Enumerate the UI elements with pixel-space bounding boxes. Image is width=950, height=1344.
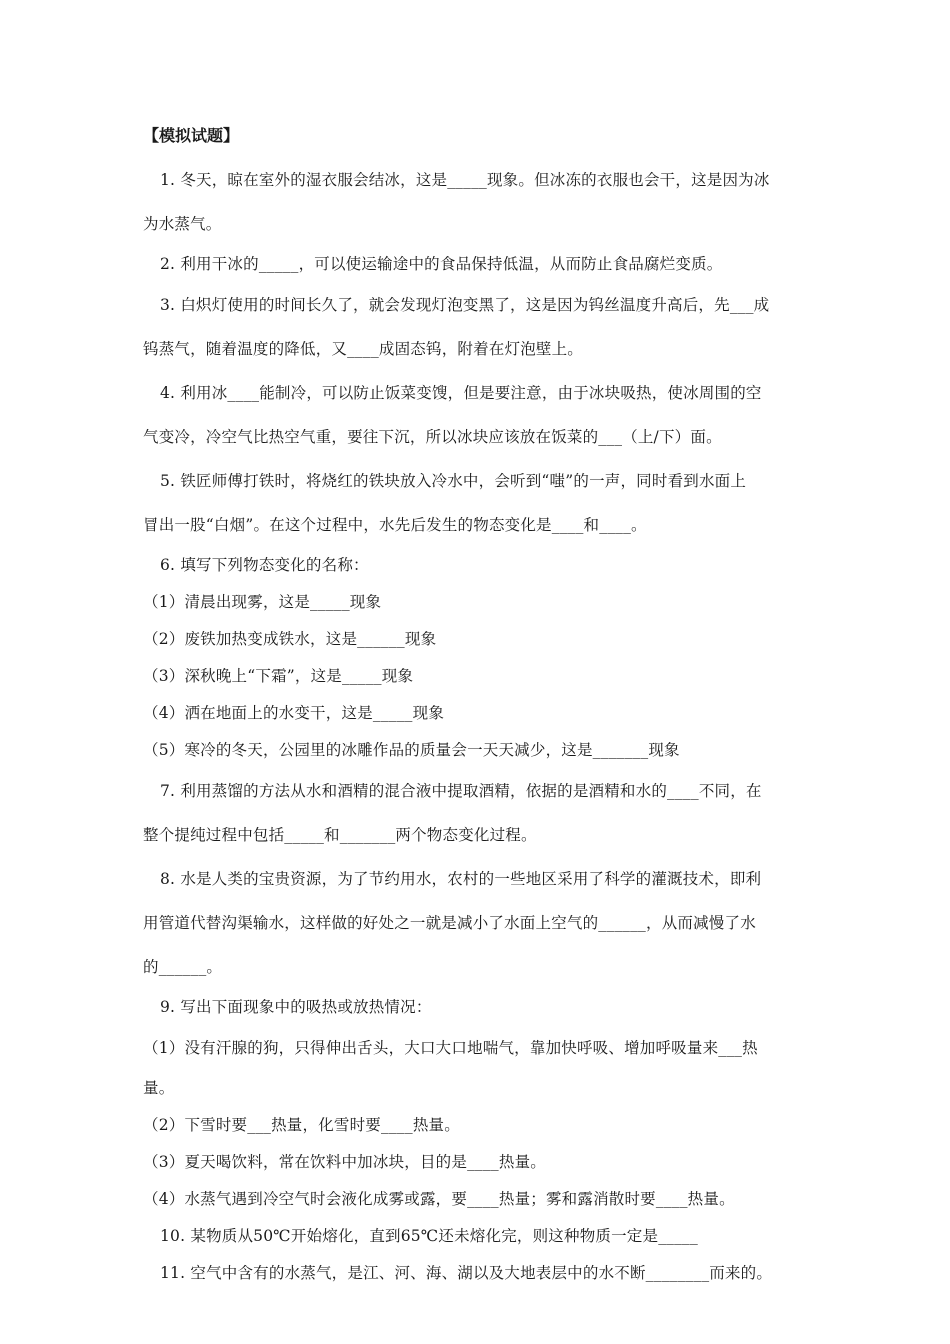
question-4-line-2: 气变冷，冷空气比热空气重，要往下沉，所以冰块应该放在饭菜的___（上/下）面。 bbox=[143, 428, 722, 446]
question-9-item bbox=[143, 1181, 809, 1218]
question-9-item-2: （2）下雪时要___热量，化雪时要____热量。 bbox=[143, 1116, 460, 1134]
question-8 bbox=[143, 857, 809, 901]
question-10-text: 10. 某物质从50℃开始熔化，直到65℃还未熔化完，则这种物质一定是_____ bbox=[160, 1227, 698, 1245]
question-6-item bbox=[143, 732, 809, 769]
question-8-continued bbox=[143, 945, 809, 989]
question-4-continued bbox=[143, 415, 809, 459]
question-6-item-1: （1）清晨出现雾，这是_____现象 bbox=[143, 593, 382, 611]
question-7-line-2: 整个提纯过程中包括_____和_______两个物态变化过程。 bbox=[143, 826, 537, 844]
question-9-item bbox=[143, 1144, 809, 1181]
question-6-item bbox=[143, 584, 809, 621]
question-7-continued bbox=[143, 813, 809, 857]
question-6-item-3: （3）深秋晚上“下霜”，这是_____现象 bbox=[143, 667, 414, 685]
question-6-item bbox=[143, 695, 809, 732]
question-5-line-2: 冒出一股“白烟”。在这个过程中，水先后发生的物态变化是____和____。 bbox=[143, 516, 647, 534]
question-6-item bbox=[143, 658, 809, 695]
question-6-item-2: （2）废铁加热变成铁水，这是______现象 bbox=[143, 630, 437, 648]
question-11 bbox=[143, 1255, 809, 1292]
question-10 bbox=[143, 1218, 809, 1255]
question-9 bbox=[143, 989, 809, 1026]
question-5-continued bbox=[143, 503, 809, 547]
question-1-line-1: 1. 冬天，晾在室外的湿衣服会结冰，这是_____现象。但冰冻的衣服也会干，这是因为冰 bbox=[160, 171, 770, 189]
section-heading: 【模拟试题】 bbox=[143, 126, 240, 145]
question-2 bbox=[143, 246, 809, 283]
question-7-line-1: 7. 利用蒸馏的方法从水和酒精的混合液中提取酒精，依据的是酒精和水的____不同，在 bbox=[160, 782, 762, 800]
question-9-item bbox=[143, 1026, 809, 1070]
question-1-continued bbox=[143, 202, 809, 246]
question-8-continued bbox=[143, 901, 809, 945]
question-5 bbox=[143, 459, 809, 503]
question-6-item-4: （4）洒在地面上的水变干，这是_____现象 bbox=[143, 704, 445, 722]
question-3-continued bbox=[143, 327, 809, 371]
question-8-line-2: 用管道代替沟渠输水，这样做的好处之一就是减小了水面上空气的______，从而减慢了水 bbox=[143, 914, 756, 932]
question-6-item bbox=[143, 621, 809, 658]
question-6-text: 6. 填写下列物态变化的名称： bbox=[160, 556, 369, 574]
question-4 bbox=[143, 371, 809, 415]
question-3-line-2: 钨蒸气，随着温度的降低，又____成固态钨，附着在灯泡壁上。 bbox=[143, 340, 584, 358]
question-1 bbox=[143, 158, 809, 202]
question-11-text: 11. 空气中含有的水蒸气，是江、河、海、湖以及大地表层中的水不断________而来的。 bbox=[160, 1264, 773, 1282]
question-9-text: 9. 写出下面现象中的吸热或放热情况： bbox=[160, 998, 432, 1016]
question-4-line-1: 4. 利用冰____能制冷，可以防止饭菜变馊，但是要注意，由于冰块吸热，使冰周围的空 bbox=[160, 384, 762, 402]
question-9-item bbox=[143, 1107, 809, 1144]
question-8-line-1: 8. 水是人类的宝贵资源，为了节约用水，农村的一些地区采用了科学的灌溉技术，即利 bbox=[160, 870, 762, 888]
question-9-item-3: （3）夏天喝饮料，常在饮料中加冰块，目的是____热量。 bbox=[143, 1153, 546, 1171]
question-7 bbox=[143, 769, 809, 813]
document-page bbox=[143, 122, 809, 1292]
question-6-item-5: （5）寒冷的冬天，公园里的冰雕作品的质量会一天天减少，这是_______现象 bbox=[143, 741, 680, 759]
question-2-text: 2. 利用干冰的_____，可以使运输途中的食品保持低温，从而防止食品腐烂变质。 bbox=[160, 255, 723, 273]
question-8-line-3: 的______。 bbox=[143, 958, 223, 976]
question-9-item-1-line-1: （1）没有汗腺的狗，只得伸出舌头，大口大口地喘气，靠加快呼吸、增加呼吸量来___热 bbox=[143, 1039, 758, 1057]
question-3 bbox=[143, 283, 809, 327]
question-5-line-1: 5. 铁匠师傅打铁时，将烧红的铁块放入冷水中，会听到“嗤”的一声，同时看到水面上 bbox=[160, 472, 747, 490]
question-3-line-1: 3. 白炽灯使用的时间长久了，就会发现灯泡变黑了，这是因为钨丝温度升高后，先___成 bbox=[160, 296, 770, 314]
question-6 bbox=[143, 547, 809, 584]
question-9-item-4: （4）水蒸气遇到冷空气时会液化成雾或露，要____热量；雾和露消散时要____热量。 bbox=[143, 1190, 735, 1208]
question-9-item-continued bbox=[143, 1070, 809, 1107]
question-9-item-1-line-2: 量。 bbox=[143, 1079, 175, 1097]
question-1-line-2: 为水蒸气。 bbox=[143, 215, 222, 233]
